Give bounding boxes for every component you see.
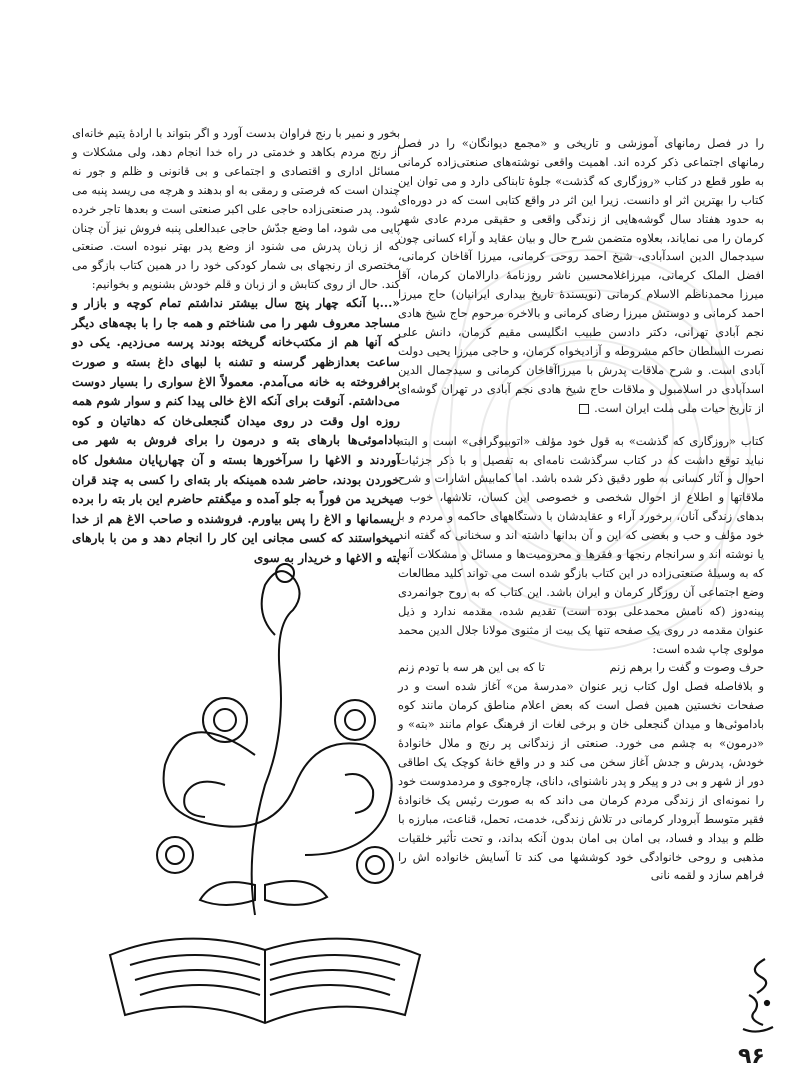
right-paragraph-2: کتاب «روزگاری که گذشت» به قول خود مؤلف «اتوبیوگرافی» است و البته نباید توقع داشت که در کتاب سرگذشت نامه‌ای به تفصیل و با ذکر جزئیات احوال و آثار کسانی به طور دقیق ذکر شده باشد. اما کمابیش اشارات و شرح ملاقاتها و اطلاع از احوال شخصی و خصوصی این کسان، تلاشها، خوب و بدهای زندگی آنان، برخورد آراء و عقایدشان با دستگاههای حاکمه و مردم و با خود مؤلف و حب و بغضی که این و آن بدانها داشته اند و سخنانی که گفته اند یا نوشته اند و سرانجام رنجها و فقرها و محرومیت‌ها و مسائل و مشکلات آنها که به وسیلهٔ صنعتی‌زاده در این کتاب بازگو شده است می تواند کلید مطالعات وضع اجتماعی آن روزگار کرمان و ایران باشد. این کتاب که به روح جوانمردی پینه‌دوز (که نامش محمدعلی بوده است) تقدیم شده، مقدمه ندارد و ذیل عنوان مقدمه در روی یک صفحه تنها یک بیت از مثنوی مولانا جلال الدین محمد مولوی چاپ شده است: — [398, 433, 764, 656]
memoir-quote: «...با آنکه چهار پنج سال بیشتر نداشتم تمام کوچه و بازار و مساجد معروف شهر را می شناختم و همه جا را با بچه‌های دیگر که آنها هم از مکتب‌خانه گریخته بودند پرسه می‌زدیم. یکی دو ساعت بعدازظهر گرسنه و تشنه با لبهای داغ بسته و صورت برافروخته به خانه می‌آمدم. معمولاً الاغ سواری را بسیار دوست می‌داشتم. آنوقت برای آنکه الاغ خالی پیدا کنم و سوار شوم همه روزه اول وقت در روی میدان گنجعلی‌خان که دهاتیان و کوه باداموئی‌ها بارهای بته و درمون را برای فروش به شهر می آوردند و الاغها را سرآخورها بسته و آن چهارپایان مشغول کاه خوردن بودند، حاضر شده همینکه بار بته‌ای را کسی به چند قران میخرید من فوراً به جلو آمده و میگفتم حاضرم این بار بته را برده ریسمانها و الاغ را پس بیاورم. فروشنده و صاحب الاغ هم از خدا میخواستند که کسی مجانی این کار را انجام دهد و من با بارهای بته و الاغها و خریدار به سوی — [72, 296, 400, 565]
page-number: ۹۶ — [738, 1044, 765, 1069]
kerman-calligraphy-icon — [735, 955, 780, 1035]
right-text-column — [398, 134, 764, 885]
section-end-marker — [579, 404, 589, 414]
poem-verse — [398, 658, 764, 677]
book-flower-ornament — [105, 555, 425, 1033]
magazine-logo — [735, 955, 780, 1035]
right-paragraph-1: را در فصل رمانهای آموزشی و تاریخی و «مجمع دیوانگان» را در فصل رمانهای اجتماعی ذکر کرده اند. اهمیت واقعی نوشته‌های صنعتی‌زاده کرمانی به طور قطع در کتاب «روزگاری که گذشت» جلوهٔ تابناکی دارد و می توان این کتاب را بهترین اثر او دانست. زیرا این اثر در واقع کتابی است که در دوره‌ای به حدود هفتاد سال گوشه‌هایی از زندگی واقعی و حقیقی مردم عادی شهر کرمان را می نمایاند، بعلاوه متضمن شرح حال و بیان عقاید و آراء کسانی چون سیدجمال الدین اسدآبادی، شیخ احمد روحی کرمانی، میرزا آقاخان کرمانی، افضل الملک کرمانی، میرزاغلامحسین ناشر روزنامهٔ دارالامان کرمان، آقا میرزا محمدناظم الاسلام کرمانی (نویسندهٔ تاریخ بیداری ایرانیان) حاج میرزا احمد کرمانی و دوستش میرزا رضای کرمانی و بالاخره مرحوم حاج شیخ هادی نجم آبادی تهرانی، دکتر دادسن طبیب انگلیسی مقیم کرمان، دانش علی نصرت السلطان حاکم مشروطه و آزادیخواه کرمان، و حاجی میرزا یحیی دولت آبادی است. و شرح ملاقات پدرش با میرزاآقاخان کرمانی و سیدجمال الدین اسدآبادی در اسلامبول و ملاقات حاج شیخ هادی نجم آبادی در تهران گوشه‌ای از تاریخ حیات ملی ملت ایران است. — [398, 136, 764, 415]
verse-hemistich-1: حرف وصوت و گفت را برهم زنم — [609, 660, 764, 675]
verse-hemistich-2: تا که بی این هر سه با تودم زنم — [398, 660, 545, 675]
right-paragraph-3: و بلافاصله فصل اول کتاب زیر عنوان «مدرسهٔ من» آغاز شده است و در صفحات نخستین همین فصل است که بعض اعلام مناطق کرمان مانند کوه باداموئی‌ها و میدان گنجعلی خان و برخی لغات از فرهنگ عوام مانند «بته» و «درمون» به چشم می خورد. صنعتی از زندگانی پر رنج و ملال خانوادهٔ خودش، پدرش و جدش آغاز سخن می کند و در واقع خانهٔ کوچک یک اطاقی دور از شهر و بی در و پیکر و پدر ناشنوای، دانای، چاره‌جوی و مردمدوست خود را نمونه‌ای از زندگی مردم کرمان می داند که به صورت رئیس یک خانوادهٔ فقیر متوسط آبرودار کرمانی در تلاش زندگی، خدمت، تحمل، قناعت، مبارزه با ظلم و بیداد و فساد، بی امان بی امان بدون آنکه بداند، و تحت تأثیر خلقیات مذهبی و روحی خانوادگی خود کوششها می کند تا آسایش خانواده اش را فراهم سازد و لقمه نانی — [398, 679, 764, 883]
left-text-column — [72, 124, 400, 568]
left-paragraph-1: بخور و نمیر با رنج فراوان بدست آورد و اگر بتواند با ارادهٔ یتیم خانه‌ای از رنج مردم بکاهد و خدمتی در راه خدا انجام دهد، ولی مشکلات و مسائل اداری و اقتصادی و اجتماعی و بی قانونی و ظلم و جور نه چندان است که فرصتی و رمقی به او بدهند و هرچه می ریسد پنبه می شود. پدر صنعتی‌زاده حاجی علی اکبر صنعتی است و بعدها تاجر خرده پایی می شود، اما وضع جدّش حاجی عبدالعلی پنبه فروش نیز آن چنان که از زبان پدرش می شنود از وضع پدر بهتر نبوده است. صنعتی مختصری از رنجهای بی شمار کودکی خود را در همین کتاب بازگو می کند. حال از روی کتابش و از زبان و قلم خودش بشنویم و بخوانیم: — [72, 126, 400, 292]
